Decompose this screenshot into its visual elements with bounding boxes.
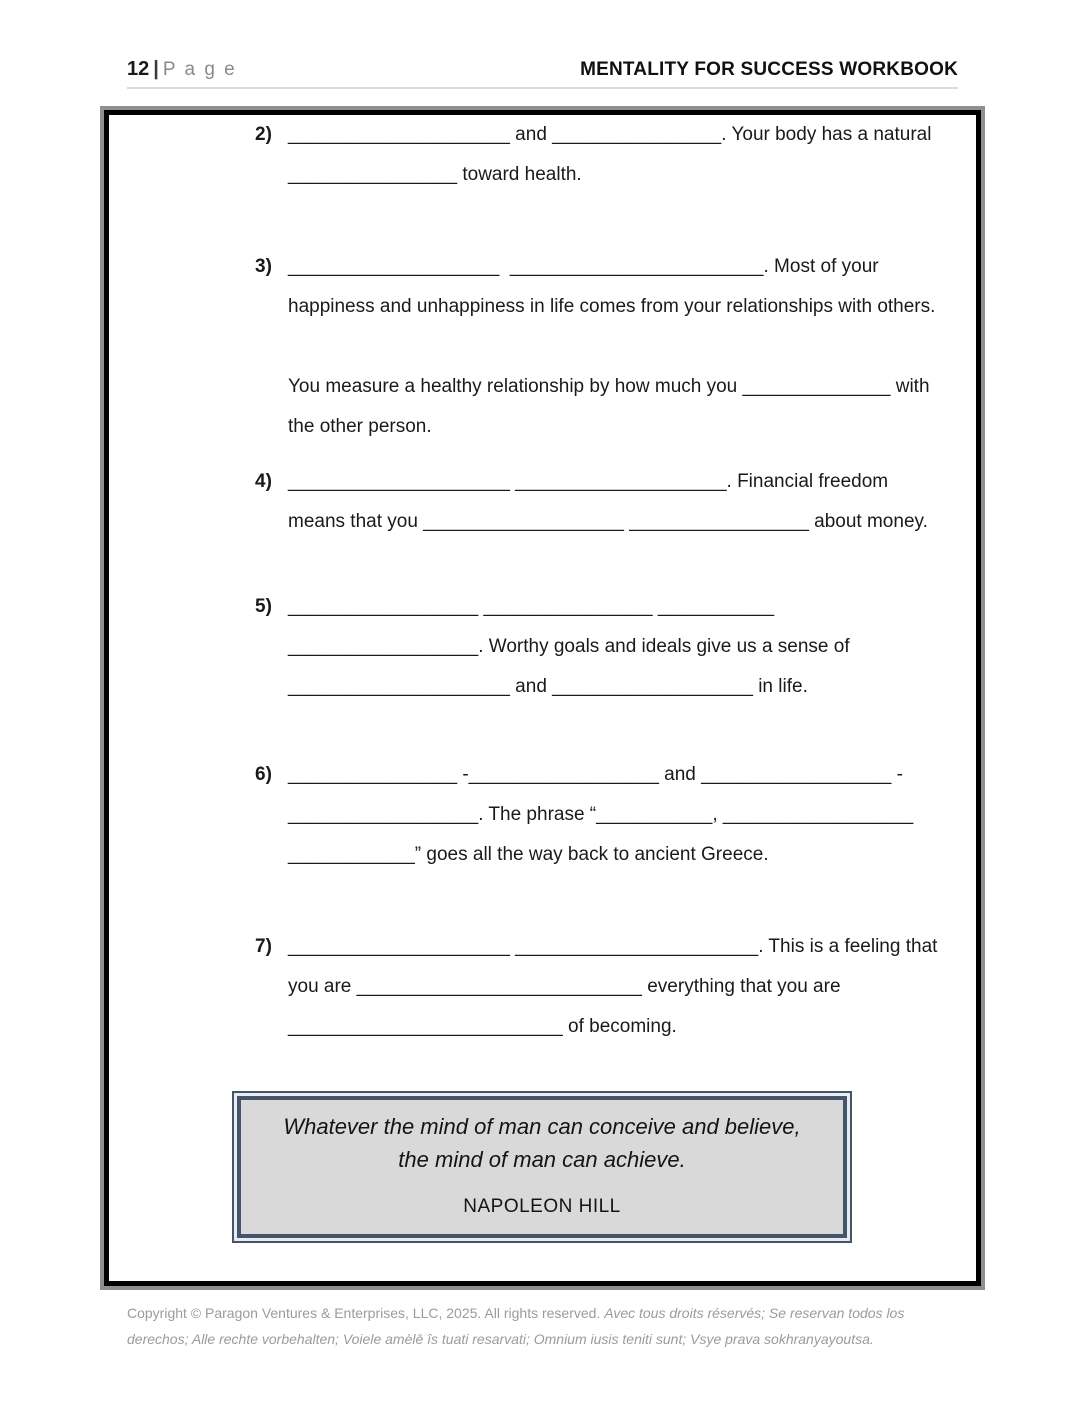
item-line: _____________________ and ________________. Your body has a natural (288, 124, 932, 145)
item-number: 7) (255, 936, 272, 957)
note-lines (288, 367, 966, 447)
item-line: _____________________ and ___________________ in life. (288, 676, 808, 697)
worksheet-item-5 (255, 587, 966, 707)
note-line: You measure a healthy relationship by how much you ______________ with (288, 376, 930, 397)
item-lines (288, 462, 966, 542)
item-line: __________________ ________________ ___________ (288, 596, 775, 617)
worksheet-content (109, 115, 976, 1047)
item-lines (288, 247, 966, 327)
item-line: you are ___________________________ everything that you are (288, 976, 841, 997)
item-line: means that you ___________________ _________________ about money. (288, 511, 928, 532)
quote-box-inner (237, 1096, 847, 1238)
item-lines (288, 927, 966, 1047)
item-line: ____________” goes all the way back to ancient Greece. (288, 844, 769, 865)
worksheet-item-4 (255, 462, 966, 542)
item-line: happiness and unhappiness in life comes from your relationships with others. (288, 296, 936, 317)
item-number: 2) (255, 124, 272, 145)
quote-line: the mind of man can achieve. (398, 1147, 686, 1172)
item-number: 3) (255, 256, 272, 277)
item-lines (288, 587, 966, 707)
worksheet-box (104, 110, 981, 1286)
quote-box (232, 1091, 852, 1243)
item-line: ________________ -__________________ and __________________ - (288, 764, 903, 785)
item-number: 4) (255, 471, 272, 492)
worksheet-item-6 (255, 755, 966, 875)
item-line: ________________ toward health. (288, 164, 582, 185)
copyright-translations: Avec tous droits réservés; Se reservan todos los derechos; Alle rechte vorbehalten; Voiele amèlē îs tuati resarvati; Omnium iusis teniti sunt; Vsye prava sokhranyayoutsa. (127, 1305, 905, 1347)
item-line: __________________________ of becoming. (288, 1016, 677, 1037)
copyright-footer (127, 1300, 967, 1352)
item-line: _____________________ ____________________. Financial freedom (288, 471, 889, 492)
page-number: 12 (127, 58, 150, 80)
workbook-title: MENTALITY FOR SUCCESS WORKBOOK (580, 59, 958, 80)
worksheet-item-2 (255, 115, 966, 195)
header-separator: | (153, 58, 159, 80)
item-line: __________________. The phrase “___________, __________________ (288, 804, 914, 825)
quote-line: Whatever the mind of man can conceive and believe, (283, 1114, 801, 1139)
item-line: _____________________ _______________________. This is a feeling that (288, 936, 938, 957)
item-number: 5) (255, 596, 272, 617)
page-header (127, 58, 958, 89)
item-lines (288, 755, 966, 875)
worksheet-note (255, 367, 966, 447)
item-number: 6) (255, 764, 272, 785)
copyright-text: Copyright © Paragon Ventures & Enterprises, LLC, 2025. All rights reserved. (127, 1305, 605, 1321)
item-line: ____________________ ________________________. Most of your (288, 256, 879, 277)
item-line: __________________. Worthy goals and ideals give us a sense of (288, 636, 850, 657)
note-line: the other person. (288, 416, 432, 437)
page-word: P a g e (162, 59, 237, 80)
worksheet-item-7 (255, 927, 966, 1047)
quote-attribution: NAPOLEON HILL (463, 1196, 621, 1217)
worksheet-item-3 (255, 247, 966, 327)
item-lines (288, 115, 966, 195)
page-number-block (127, 58, 237, 81)
